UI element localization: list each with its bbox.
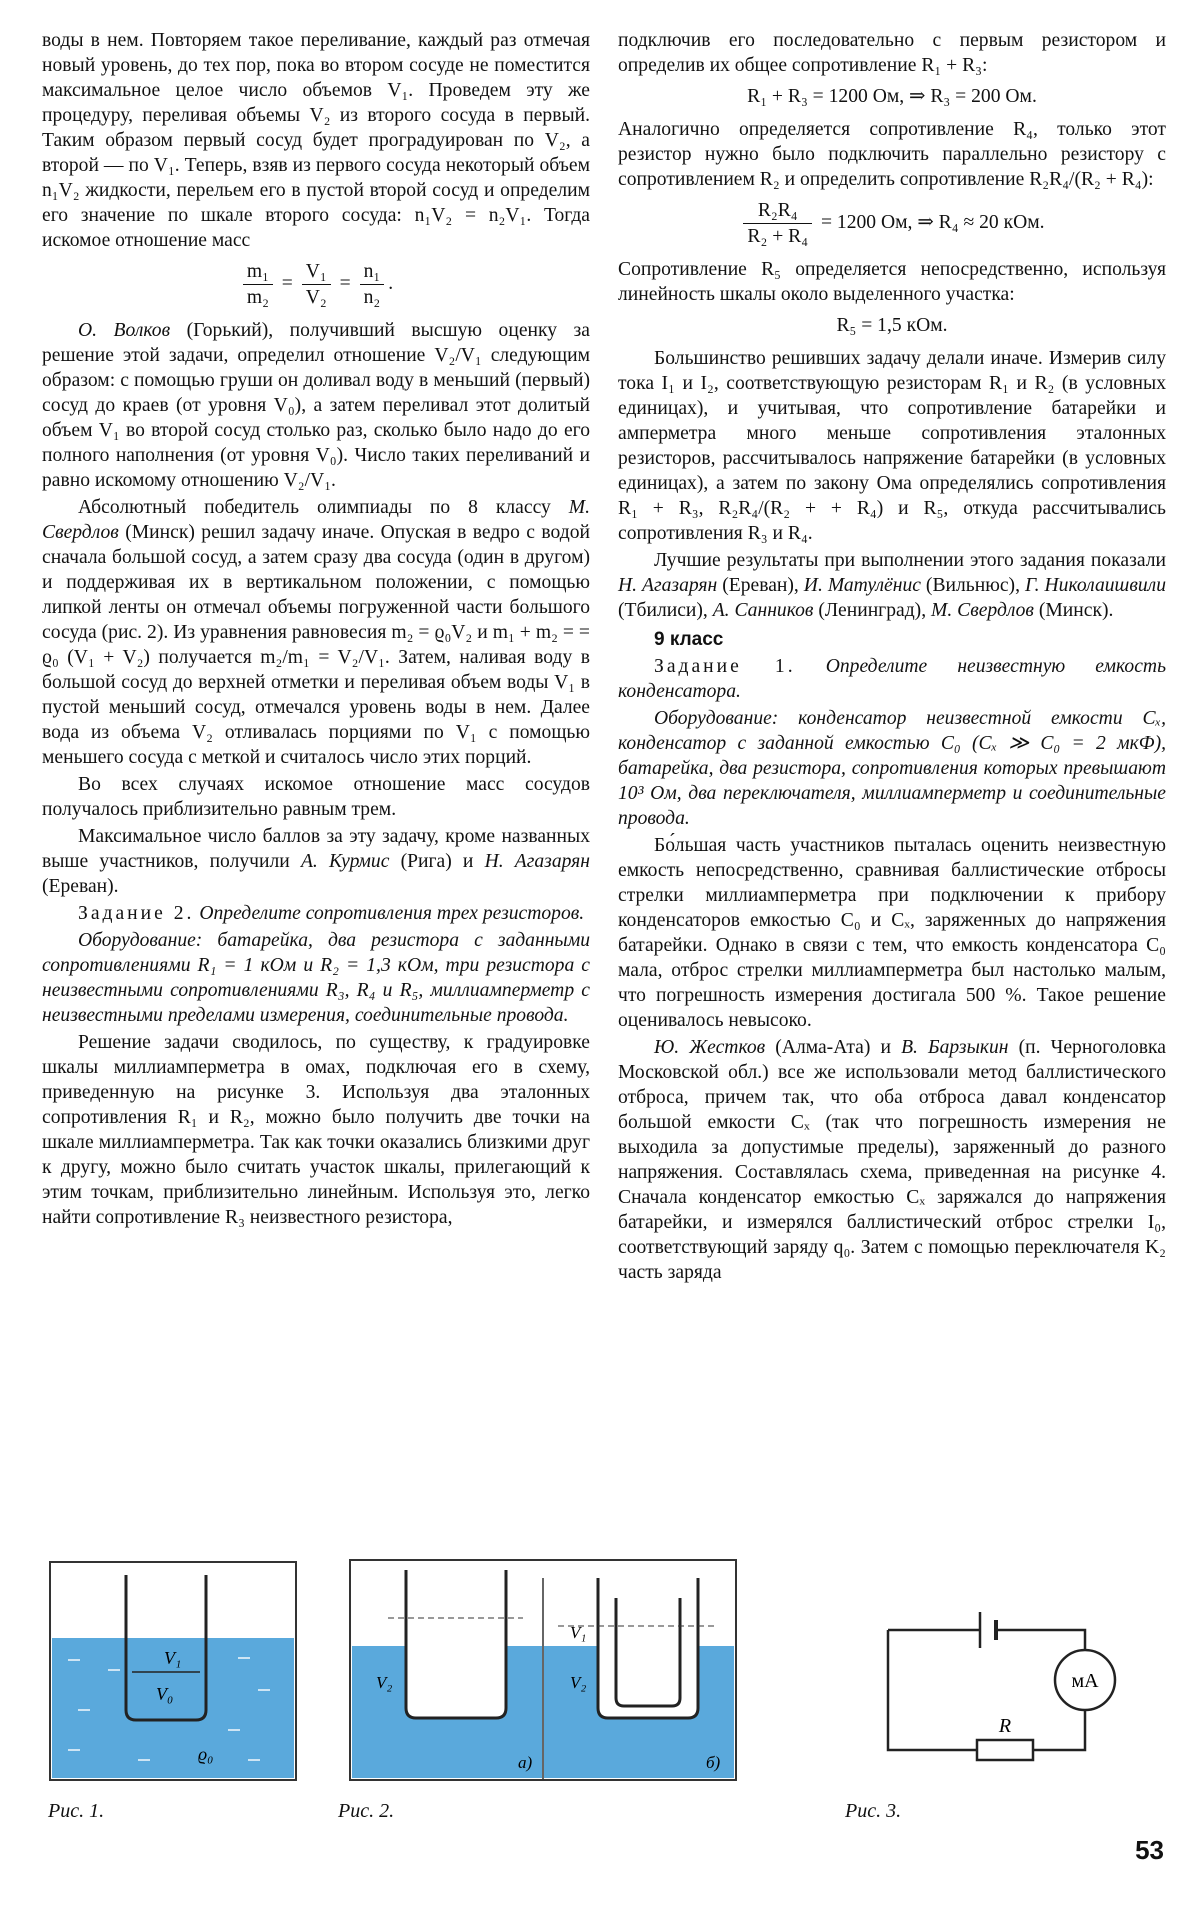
frac-num: n₁ bbox=[360, 259, 385, 285]
paragraph: Лучшие результаты при выполнении этого задания показали Н. Агазарян (Ереван), И. Матулёнис (Вильнюс), Г. Николаишвили (Тбилиси), А. Санников (Ленинград), М. Свердлов (Минск). bbox=[618, 550, 1166, 621]
figure-3-circuit bbox=[880, 1590, 1160, 1770]
label-a: а) bbox=[518, 1753, 533, 1772]
meter-label: мА bbox=[1071, 1670, 1099, 1692]
person-name: А. Санников bbox=[712, 600, 814, 621]
person-name: О. Волков bbox=[78, 320, 171, 341]
paragraph: воды в нем. Повторяем такое переливание, каждый раз отмечая новый уровень, до тех пор, пока во втором сосуде не поместится максимальное целое число объемов V₁. Проведем эту же процедуру, переливая объемы V₂ из второго сосуда в первый. Таким образом первый сосуд будет проградуирован по V₂, а второй — по V₁. Теперь, взяв из первого сосуда некоторый объем n₁V₂ жидкости, перельем его в пустой второй сосуд и определим его значение по шкале второго сосуда: n₁V₂ = n₂V₁. Тогда искомое отношение масс bbox=[42, 30, 590, 251]
person-name: М. Свердлов bbox=[931, 600, 1034, 621]
section-heading: 9 класс bbox=[654, 629, 724, 650]
frac-den: n₂ bbox=[363, 287, 381, 308]
paragraph: Большинство решивших задачу делали иначе. Измерив силу тока I₁ и I₂, соответствующую резисторам R₁ и R₂ (в условных единицах), и учитывая, что сопротивление батарейки и амперметра много меньше сопротивления эталонных резисторов, рассчитывалось напряжение батарейки (в условных единицах), а затем по закону Ома определялись сопротивления R₁ + R₃, R₂R₄/(R₂ + + R₄) и R₅, откуда рассчитывались сопротивления R₃ и R₄. bbox=[618, 348, 1166, 544]
paragraph: Решение задачи сводилось, по существу, к градуировке шкалы миллиамперметра в омах, подключая его в схему, приведенную на рисунке 3. Используя два эталонных сопротивления R₁ и R₂, можно было получить две точки на шкале миллиамперметра. Так как точки оказались близкими друг к другу, можно было считать участок шкалы, прилегающий к этим точкам, приблизительно линейным. Используя это, легко найти сопротивление R₃ неизвестного резистора, bbox=[42, 1032, 590, 1228]
label-rho: ϱ₀ bbox=[198, 1744, 214, 1764]
figure-3-caption: Рис. 3. bbox=[845, 1800, 902, 1822]
person-name: Н. Агазарян bbox=[484, 851, 590, 872]
paragraph: подключив его последовательно с первым резистором и определив их общее сопротивление R₁ + R₃: bbox=[618, 30, 1166, 76]
paragraph: Ю. Жестков (Алма-Ата) и В. Барзыкин (п. Черноголовка Московской обл.) все же использовали метод баллистического отброса, причем так, что оба отброса давал конденсатор большой емкости Cₓ (так что погрешность измерения не выходила за допустимые пределы), заряженный до разного напряжения. Составлялась схема, приведенная на рисунке 4. Сначала конденсатор емкостью Cₓ заряжался до напряжения батарейки, и измерялся баллистический отброс стрелки I₀, соответствующий заряду q₀. Затем с помощью переключателя K₂ часть заряда bbox=[618, 1037, 1166, 1283]
frac-den: R₂ + R₄ bbox=[747, 226, 809, 247]
figure-1 bbox=[48, 1560, 298, 1782]
formula-r4: $\frac{\text{R₂R₄}}{\text{R₂ + R₄}}$ = 1200 Ом, ⇒ R₄ ≈ 20 кОм. bbox=[618, 198, 1166, 249]
task-label: Задание 2. bbox=[78, 903, 195, 924]
frac-num: m₁ bbox=[243, 259, 273, 285]
paragraph: О. Волков (Горький), получивший высшую оценку за решение этой задачи, определил отношение V₂/V₁ следующим образом: с помощью груши он доливал воду в меньший (первый) сосуд до краев (от уровня V₀), а затем переливал этот долитый объем V₁ во второй сосуд столько раз, сколько было надо до его полного наполнения (от уровня V₀). Число таких переливаний и равно искомому отношению V₂/V₁. bbox=[42, 320, 590, 491]
person-name: И. Матулёнис bbox=[803, 575, 921, 596]
paragraph: Сопротивление R₅ определяется непосредственно, используя линейность шкалы около выделенного участка: bbox=[618, 259, 1166, 305]
figure-2 bbox=[348, 1558, 738, 1782]
paragraph: Аналогично определяется сопротивление R₄, только этот резистор нужно было подключить параллельно резистору с сопротивлением R₂ и определить сопротивление R₂R₄/(R₂ + R₄): bbox=[618, 119, 1166, 190]
right-column bbox=[618, 28, 1166, 1287]
paragraph: Максимальное число баллов за эту задачу, кроме названных выше участников, получили А. Курмис (Рига) и Н. Агазарян (Ереван). bbox=[42, 826, 590, 897]
frac-num: R₂R₄ bbox=[743, 198, 812, 224]
label-v1: V₁ bbox=[164, 1648, 182, 1668]
person-name: Ю. Жестков bbox=[654, 1037, 766, 1058]
frac-den: V₂ bbox=[305, 287, 327, 308]
figure-2-caption: Рис. 2. bbox=[338, 1800, 395, 1822]
equipment-list: Оборудование: конденсатор неизвестной емкости Cₓ, конденсатор с заданной емкостью C₀ (Cₓ ≫ C₀ = 2 мкФ), батарейка, два резистора, сопротивления которых превышают 10³ Ом, два переключателя, миллиамперметр и соединительные провода. bbox=[618, 708, 1166, 829]
formula-r3: R₁ + R₃ = 1200 Ом, ⇒ R₃ = 200 Ом. bbox=[747, 86, 1037, 107]
label-v1-b: V₁ bbox=[570, 1623, 587, 1642]
task-label: Задание 1. bbox=[654, 656, 796, 677]
person-name: Г. Николаишвили bbox=[1024, 575, 1166, 596]
paragraph: Во всех случаях искомое отношение масс сосудов получалось приблизительно равным трем. bbox=[42, 774, 590, 820]
label-v2-b: V₂ bbox=[570, 1673, 587, 1692]
label-v0: V₀ bbox=[156, 1684, 174, 1704]
figure-1-caption: Рис. 1. bbox=[48, 1800, 105, 1822]
person-name: Н. Агазарян bbox=[618, 575, 718, 596]
left-column bbox=[42, 28, 590, 1232]
formula-mass-ratio: $\frac{\text{m₁}}{\text{m₂}}$ = $\frac{\text{V₁}}{\text{V₂}}$ = $\frac{\text{n₁}}{\text{n₂}}$ . bbox=[42, 259, 590, 310]
person-name: М. Свердлов bbox=[42, 497, 590, 543]
resistor-label: R bbox=[998, 1715, 1012, 1737]
task-statement: Задание 2. Определите сопротивления трех резисторов. bbox=[78, 903, 585, 924]
label-v2-a: V₂ bbox=[376, 1673, 393, 1692]
person-name: А. Курмис bbox=[300, 851, 390, 872]
label-b: б) bbox=[706, 1753, 721, 1772]
frac-den: m₂ bbox=[246, 287, 269, 308]
task-statement: Задание 1. Определите неизвестную емкость конденсатора. bbox=[618, 656, 1166, 702]
formula-r5: R₅ = 1,5 кОм. bbox=[836, 315, 948, 336]
frac-num: V₁ bbox=[302, 259, 331, 285]
equipment-list: Оборудование: батарейка, два резистора с заданными сопротивлениями R₁ = 1 кОм и R₂ = 1,3 кОм, три резистора с неизвестными сопротивлениями R₃, R₄ и R₅, миллиамперметр с неизвестными пределами измерения, соединительные провода. bbox=[42, 930, 590, 1026]
page-number: 53 bbox=[1135, 1835, 1164, 1865]
paragraph: Абсолютный победитель олимпиады по 8 классу М. Свердлов (Минск) решил задачу иначе. Опуская в ведро с водой сначала большой сосуд, а затем сразу два сосуда (один в другом) и поддерживая их в вертикальном положении, с помощью липкой ленты он отмечал объемы погруженной части большого сосуда (рис. 2). Из уравнения равновесия m₂ = ϱ₀V₂ и m₁ + m₂ = = ϱ₀ (V₁ + V₂) получается m₂/m₁ = V₂/V₁. Затем, наливая воду в большой сосуд до верхней отметки и переливая объем воды V₁ в пустой меньший сосуд, отмечался уровень воды в нем. Далее вода из объема V₂ отливалась порциями по V₁ с помощью меньшего сосуда с меткой и считалось число этих порций. bbox=[42, 497, 590, 768]
person-name: В. Барзыкин bbox=[901, 1037, 1009, 1058]
vessel-large-a bbox=[406, 1570, 506, 1718]
vessel-small-b bbox=[616, 1598, 680, 1706]
resistor-icon bbox=[977, 1740, 1033, 1760]
paragraph: Бо́льшая часть участников пыталась оценить неизвестную емкость непосредственно, сравнивая баллистические отбросы стрелки миллиамперметра при подключении к прибору конденсаторов емкостью C₀ и Cₓ, заряженных до напряжения батарейки. Однако в связи с тем, что емкость конденсатора C₀ мала, отброс стрелки миллиамперметра был настолько малым, что погрешность измерения достигала 500 %. Такое решение оценивалось невысоко. bbox=[618, 835, 1166, 1031]
